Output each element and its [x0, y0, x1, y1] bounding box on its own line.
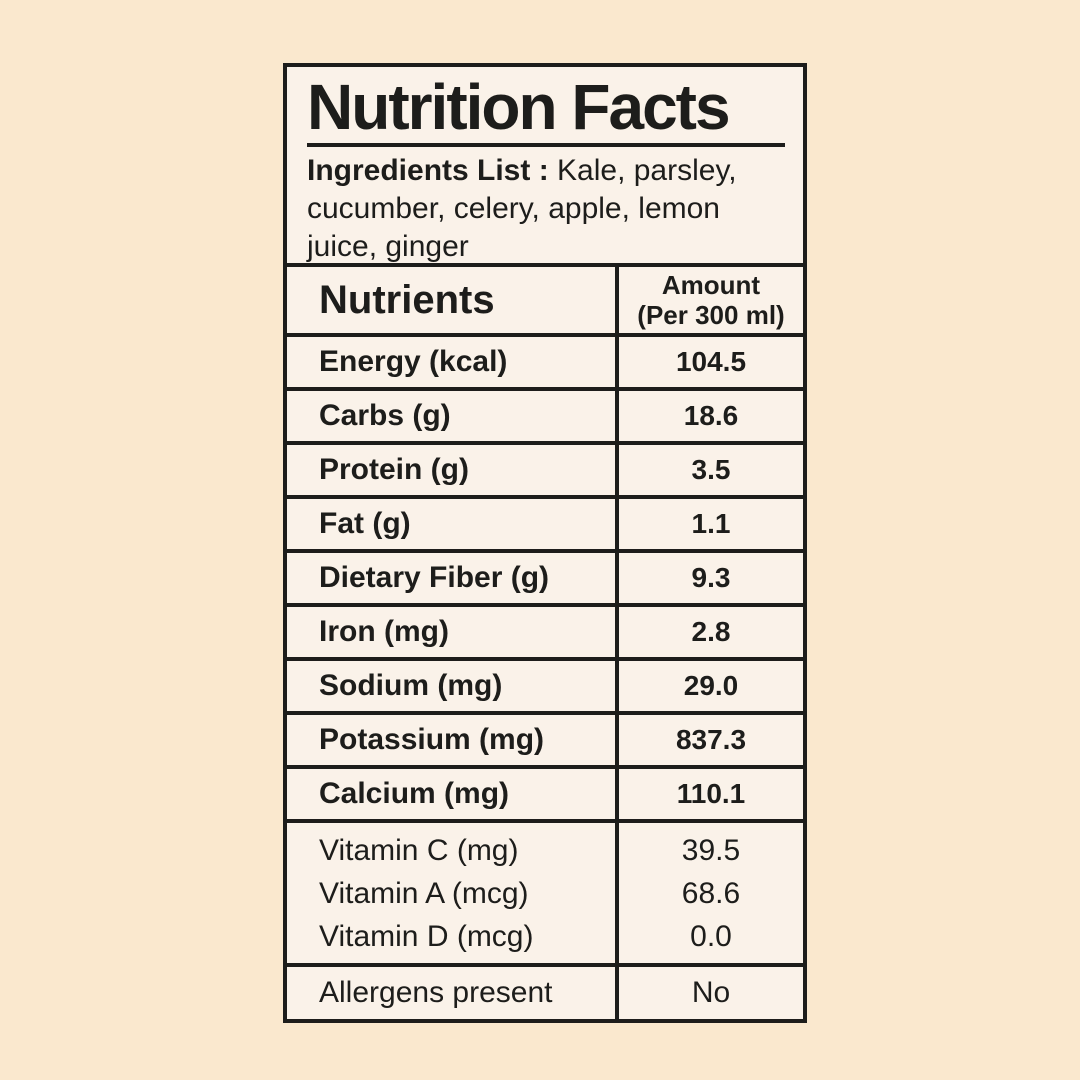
ingredients-text: Kale, parsley, cucumber, celery, apple, lemon juice, ginger: [307, 154, 737, 263]
nutrient-label: Energy (kcal): [287, 337, 619, 387]
nutrient-label: Calcium (mg): [287, 769, 619, 819]
table-row-iron: [287, 603, 803, 657]
vitamins-labels: [287, 823, 619, 963]
nutrient-label: Sodium (mg): [287, 661, 619, 711]
table-row-allergens: [287, 963, 803, 1019]
ingredients-label: Ingredients List :: [307, 154, 549, 187]
ingredients-list: [307, 152, 785, 263]
nutrient-value: 9.3: [691, 562, 731, 593]
nutrient-value: 18.6: [683, 400, 739, 431]
vitamin-label: Vitamin A (mcg): [319, 876, 529, 910]
table-row-calcium: [287, 765, 803, 819]
allergens-value: No: [691, 976, 731, 1009]
vitamin-label: Vitamin C (mg): [319, 833, 519, 867]
nutrient-value: 837.3: [675, 724, 747, 755]
vitamins-values: [619, 823, 803, 963]
table-row-energy: [287, 333, 803, 387]
table-row-potassium: [287, 711, 803, 765]
nutrient-label: Fat (g): [287, 499, 619, 549]
table-row-fat: [287, 495, 803, 549]
title-underline: [307, 143, 785, 147]
table-row-vitamins: [287, 819, 803, 963]
table-row-dietary-fiber: [287, 549, 803, 603]
amount-column-header: [619, 267, 803, 333]
label-header-section: [287, 67, 803, 263]
amount-header-line2: (Per 300 ml): [637, 300, 785, 330]
vitamin-label: Vitamin D (mcg): [319, 919, 534, 953]
nutrient-label: Carbs (g): [287, 391, 619, 441]
table-row-protein: [287, 441, 803, 495]
amount-header-line1: Amount: [661, 270, 761, 300]
nutrient-label: Potassium (mg): [287, 715, 619, 765]
allergens-label: Allergens present: [287, 967, 619, 1019]
table-row-sodium: [287, 657, 803, 711]
nutrient-value: 110.1: [676, 778, 746, 809]
nutrient-value: 104.5: [675, 346, 747, 377]
nutrient-label: Dietary Fiber (g): [287, 553, 619, 603]
nutrient-value: 1.1: [691, 508, 731, 539]
table-row-carbs: [287, 387, 803, 441]
table-header-row: [287, 263, 803, 333]
nutrient-value: 2.8: [691, 616, 731, 647]
vitamin-value: 0.0: [690, 919, 732, 953]
nutrition-facts-label: [283, 63, 807, 1023]
vitamin-value: 39.5: [681, 833, 741, 867]
nutrient-label: Protein (g): [287, 445, 619, 495]
nutrient-value: 29.0: [683, 670, 739, 701]
vitamin-value: 68.6: [681, 876, 741, 910]
nutrients-column-header: Nutrients: [287, 267, 619, 333]
nutrient-label: Iron (mg): [287, 607, 619, 657]
page-title: Nutrition Facts: [307, 71, 729, 143]
nutrients-table: [287, 263, 803, 1019]
nutrient-value: 3.5: [691, 454, 731, 485]
